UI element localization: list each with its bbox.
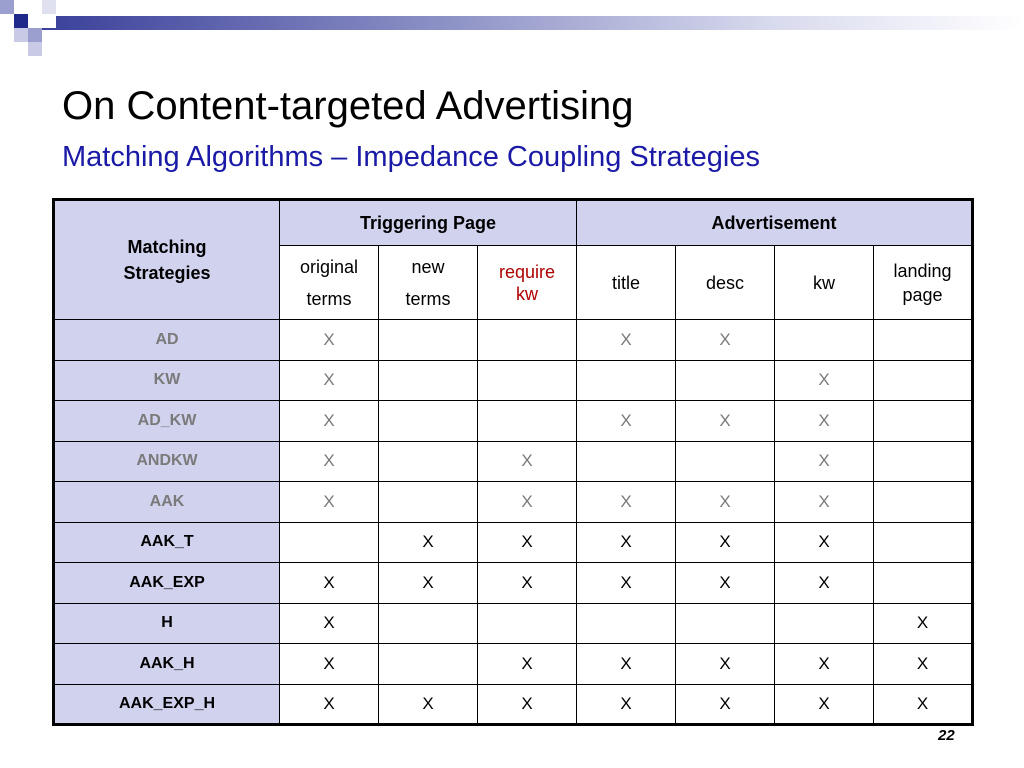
table-cell: X [775,522,874,563]
table-cell [478,603,577,644]
table-cell: X [775,644,874,685]
table-row [54,644,973,685]
table-row [54,441,973,482]
table-cell: X [379,522,478,563]
table-row [54,320,973,361]
row-header: AAK [54,482,280,523]
table-row [54,563,973,604]
table-cell [379,482,478,523]
table-cell: X [280,482,379,523]
table-cell [577,441,676,482]
col-header-landing-page [874,246,973,320]
table-cell [874,401,973,442]
table-cell: X [379,563,478,604]
row-header: AAK_H [54,644,280,685]
decor-square [14,14,28,28]
decor-square [42,14,56,28]
table-cell [478,401,577,442]
row-header: AAK_EXP_H [54,684,280,725]
table-cell: X [478,522,577,563]
table-cell: X [280,360,379,401]
col-header-label: require kw [498,261,556,304]
table-cell [280,522,379,563]
table-cell: X [478,644,577,685]
col-header-label: new terms [405,256,451,309]
table-cell: X [280,603,379,644]
table-row [54,603,973,644]
table-cell [874,482,973,523]
table-cell: X [280,563,379,604]
table-row [54,482,973,523]
col-header-label: landing page [893,260,952,305]
table-cell: X [577,644,676,685]
decor-square [28,28,42,42]
table-cell: X [775,401,874,442]
table-cell: X [280,320,379,361]
row-header: H [54,603,280,644]
table-cell: X [676,320,775,361]
table-cell [775,320,874,361]
slide-title: On Content-targeted Advertising [62,84,634,128]
table-cell: X [874,684,973,725]
table-cell [577,360,676,401]
col-header-title: title [577,246,676,320]
decor-square [42,0,56,14]
decor-square [0,0,14,14]
table-cell: X [280,644,379,685]
group-header-triggering-page: Triggering Page [280,200,577,246]
header-gradient-bar [40,16,1024,30]
row-header: AAK_T [54,522,280,563]
table-cell: X [577,684,676,725]
col-header-kw: kw [775,246,874,320]
table-row [54,684,973,725]
table-cell [775,603,874,644]
table-cell: X [874,603,973,644]
table-cell: X [775,684,874,725]
col-header-require-kw [478,246,577,320]
table-cell [577,603,676,644]
table-cell [379,644,478,685]
col-header-label: original terms [299,256,359,309]
decor-square [0,28,14,42]
table-cell [379,603,478,644]
table-cell: X [676,482,775,523]
table-cell: X [280,401,379,442]
table-cell: X [676,684,775,725]
table-row [54,401,973,442]
corner-header-label: Matching Strategies [123,237,211,283]
table-cell [874,441,973,482]
table-cell: X [577,401,676,442]
col-header-original-terms [280,246,379,320]
table-cell: X [478,684,577,725]
table-cell: X [676,401,775,442]
table-cell [379,320,478,361]
row-header: AD [54,320,280,361]
table-cell [379,360,478,401]
decor-square [14,28,28,42]
table-cell: X [280,684,379,725]
table-cell: X [379,684,478,725]
table-cell: X [775,482,874,523]
table-cell [874,563,973,604]
group-header-advertisement: Advertisement [577,200,973,246]
table-cell: X [676,563,775,604]
table-cell: X [478,441,577,482]
table-cell: X [874,644,973,685]
table-cell [379,401,478,442]
table-cell [379,441,478,482]
table-cell: X [577,320,676,361]
table-cell: X [676,644,775,685]
row-header: KW [54,360,280,401]
table-cell: X [775,563,874,604]
table-cell: X [676,522,775,563]
table-cell: X [775,441,874,482]
table-cell [676,603,775,644]
table-row [54,522,973,563]
table-cell [676,441,775,482]
table-cell: X [478,563,577,604]
corner-header [54,200,280,320]
table-cell: X [775,360,874,401]
table-cell: X [577,563,676,604]
table-cell: X [478,482,577,523]
col-header-new-terms [379,246,478,320]
slide-subtitle: Matching Algorithms – Impedance Coupling Strategies [62,141,760,173]
col-header-desc: desc [676,246,775,320]
table-cell [478,360,577,401]
table-row [54,360,973,401]
table-cell [676,360,775,401]
table-cell: X [577,482,676,523]
table-cell [478,320,577,361]
page-number: 22 [938,727,955,744]
table-cell [874,522,973,563]
row-header: AD_KW [54,401,280,442]
row-header: ANDKW [54,441,280,482]
row-header: AAK_EXP [54,563,280,604]
table-cell: X [577,522,676,563]
decor-square [28,14,42,28]
strategy-table [52,198,974,726]
table-cell [874,320,973,361]
table-cell: X [280,441,379,482]
decor-square [28,42,42,56]
table-cell [874,360,973,401]
